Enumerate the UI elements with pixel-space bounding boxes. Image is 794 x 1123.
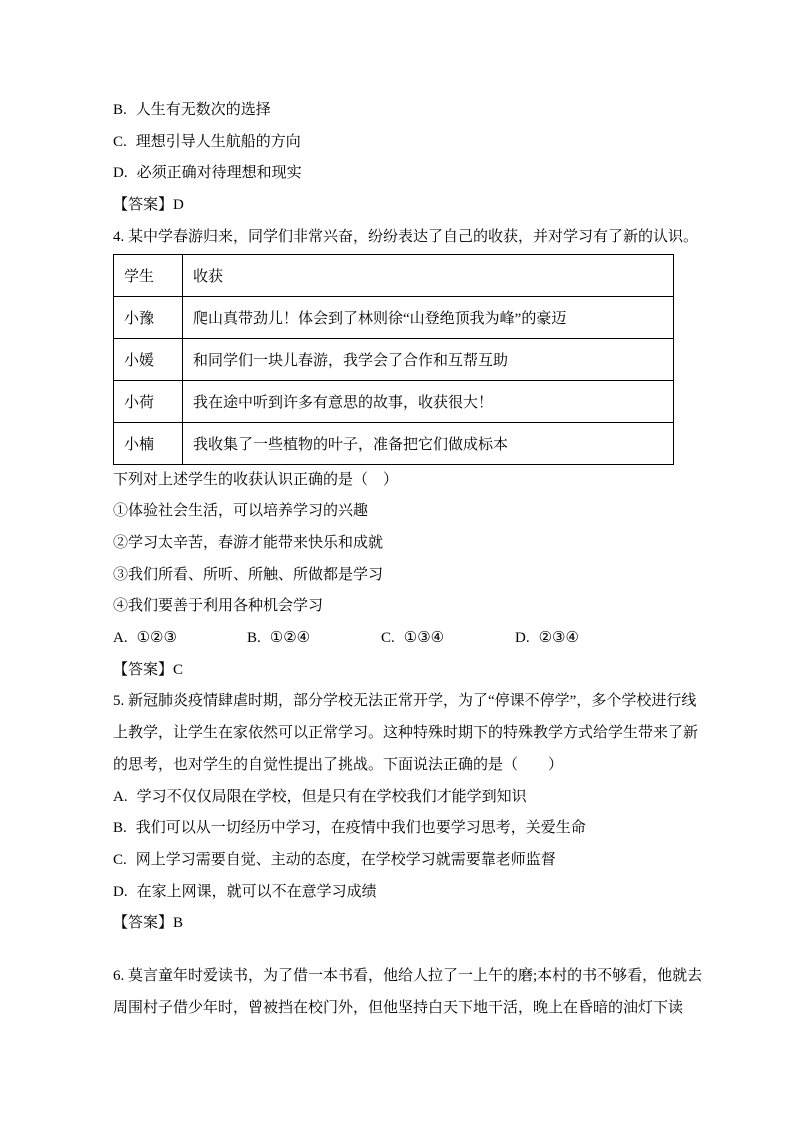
q3-option-c	[113, 127, 709, 159]
q5-option-c-letter: C.	[113, 851, 127, 868]
q4-option-a-text: ①②③	[136, 630, 177, 647]
table-cell-harvest: 和同学们一块儿春游，我学会了合作和互帮互助	[183, 338, 674, 380]
table-row	[114, 422, 674, 464]
table-cell-harvest: 我在途中听到许多有意思的故事，收获很大！	[183, 380, 674, 422]
table-header-row	[114, 254, 674, 296]
table-header-student: 学生	[114, 254, 183, 296]
q3-option-d	[113, 158, 709, 190]
q4-item-3: ③我们所看、所听、所触、所做都是学习	[113, 566, 384, 583]
q4-item-1: ①体验社会生活，可以培养学习的兴趣	[113, 503, 369, 520]
q5-option-c-text: 网上学习需要自觉、主动的态度，在学校学习就需要靠老师监督	[135, 851, 556, 868]
q3-answer-prefix: 【答案】	[113, 197, 174, 214]
q4-options-row	[113, 623, 709, 655]
q5-answer-prefix: 【答案】	[113, 915, 174, 932]
document-content	[113, 95, 709, 1024]
q3-option-d-letter: D.	[113, 165, 128, 182]
table-row	[114, 296, 674, 338]
table-cell-student: 小楠	[114, 422, 183, 464]
q4-stem: 4. 某中学春游归来，同学们非常兴奋，纷纷表达了自己的收获，并对学习有了新的认识。	[113, 228, 699, 245]
q5-option-a-letter: A.	[113, 788, 128, 805]
table-header-harvest: 收获	[183, 254, 674, 296]
table-cell-student: 小豫	[114, 296, 183, 338]
q3-option-b	[113, 95, 709, 127]
q4-option-b-text: ①②④	[269, 630, 311, 647]
table-row	[114, 380, 674, 422]
q4-option-c-text: ①③④	[403, 630, 445, 647]
q4-option-b	[247, 623, 381, 655]
q4-answer-line	[113, 655, 709, 687]
q3-answer-value: D	[173, 197, 184, 214]
q4-answer-value: C	[173, 661, 184, 678]
q6-stem: 6. 莫言童年时爱读书，为了借一本书看，他给人拉了一上午的磨;本村的书不够看，他就去周围村子借少年时，曾被挡在校门外，但他坚持白天下地干活，晚上在昏暗的油灯下读	[113, 968, 703, 1016]
q4-option-a-letter: A.	[113, 630, 128, 647]
table-cell-harvest: 我收集了一些植物的叶子，准备把它们做成标本	[183, 422, 674, 464]
q3-option-b-text: 人生有无数次的选择	[135, 102, 271, 118]
q4-option-c-letter: C.	[381, 630, 395, 647]
q4-option-d-text: ②③④	[538, 630, 579, 647]
table-cell-harvest: 爬山真带劲儿！体会到了林则徐“山登绝顶我为峰”的豪迈	[183, 296, 674, 338]
q5-option-d	[113, 877, 709, 909]
q5-stem: 5. 新冠肺炎疫情肆虐时期，部分学校无法正常开学，为了“停课不停学”，多个学校进行线上教学，让学生在家依然可以正常学习。这种特殊时期下的特殊教学方式给学生带来了新的思考，也对学生的自觉性提出了挑战。下面说法正确的是（ ）	[113, 693, 699, 773]
table-cell-student: 小荷	[114, 380, 183, 422]
q4-option-d	[515, 623, 579, 655]
q5-option-a-text: 学习不仅仅局限在学校，但是只有在学校我们才能学到知识	[136, 788, 527, 805]
q4-option-c	[381, 623, 515, 655]
q3-answer-line	[113, 190, 709, 222]
table-cell-student: 小媛	[114, 338, 183, 380]
q4-question-text: 下列对上述学生的收获认识正确的是（ ）	[113, 471, 399, 488]
q5-option-a	[113, 782, 709, 814]
q5-option-b-text: 我们可以从一切经历中学习，在疫情中我们也要学习思考，关爱生命	[135, 820, 586, 837]
table-row	[114, 338, 674, 380]
q4-option-b-letter: B.	[247, 630, 261, 647]
q4-item-2: ②学习太辛苦，春游才能带来快乐和成就	[113, 534, 384, 551]
q4-item-4: ④我们要善于利用各种机会学习	[113, 598, 324, 615]
q4-option-d-letter: D.	[515, 630, 530, 647]
q4-harvest-table	[113, 254, 674, 465]
q3-option-d-text: 必须正确对待理想和现实	[136, 165, 302, 182]
q5-option-d-text: 在家上网课，就可以不在意学习成绩	[136, 883, 377, 900]
q5-option-b	[113, 813, 709, 845]
q4-answer-prefix: 【答案】	[113, 661, 174, 678]
q4-option-a	[113, 623, 247, 655]
q5-answer-value: B	[173, 915, 184, 932]
q5-option-d-letter: D.	[113, 883, 128, 900]
q5-option-c	[113, 845, 709, 877]
q5-option-b-letter: B.	[113, 820, 127, 837]
q3-option-b-letter: B.	[113, 102, 127, 118]
q5-answer-line	[113, 908, 709, 940]
q3-option-c-text: 理想引导人生航船的方向	[135, 133, 301, 150]
q3-option-c-letter: C.	[113, 133, 127, 150]
